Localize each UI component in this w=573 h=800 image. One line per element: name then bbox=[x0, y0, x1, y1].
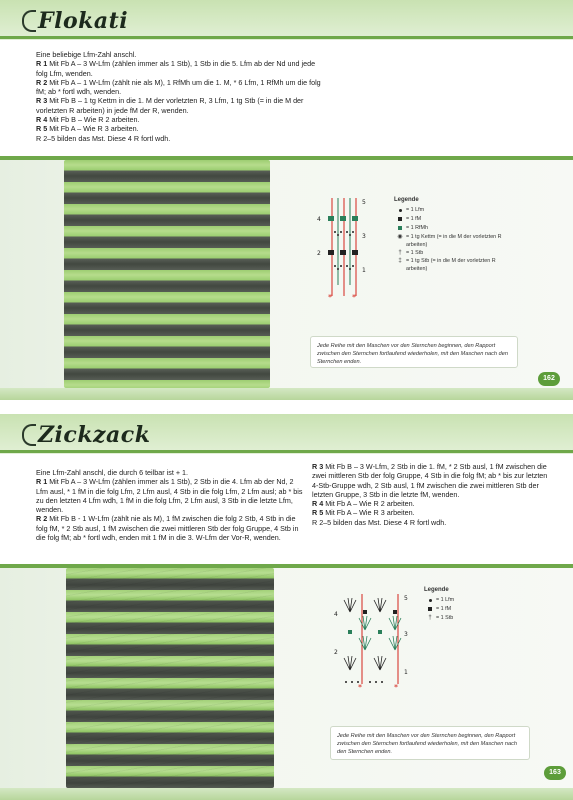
svg-text:3: 3 bbox=[404, 631, 408, 638]
legend-item: = 1 fM bbox=[394, 215, 504, 224]
zickzack-stitch-diagram bbox=[332, 590, 410, 690]
page-zickzack bbox=[0, 400, 573, 800]
legend-title: Legende bbox=[424, 587, 449, 593]
legend-item: = 1 RfMh bbox=[394, 224, 504, 233]
pattern-note: Jede Reihe mit den Maschen vor den Sternchen beginnen, den Rapport zwischen den Sternchen fortlaufend wiederholen, mit den Maschen nach den Sternchen enden. bbox=[310, 336, 518, 368]
page-footer bbox=[0, 388, 573, 400]
page-footer bbox=[0, 788, 573, 800]
legend-item: = 1 Lfm bbox=[394, 206, 504, 215]
instruction-line: R 5 Mit Fb A – Wie R 3 arbeiten. bbox=[36, 124, 139, 134]
instruction-line: R 2 Mit Fb A – 1 W-Lfm (zählt nie als M), 1 RfMh um die 1. M, * 6 Lfm, 1 RfMh um die folg fM; ab * fortl wdh, wenden. bbox=[36, 77, 321, 97]
long-double-crochet-icon: ‡ bbox=[398, 258, 402, 264]
chain-dot-icon bbox=[424, 596, 436, 605]
svg-text:5: 5 bbox=[362, 199, 366, 206]
double-crochet-icon: † bbox=[428, 615, 432, 621]
svg-text:2: 2 bbox=[317, 250, 321, 257]
legend-item: ◉ = 1 tg Kettm (= in die M der vorletzten R arbeiten) bbox=[394, 233, 504, 249]
title-ornament-icon bbox=[22, 424, 36, 446]
page-number-badge: 163 bbox=[544, 766, 566, 780]
header-rule bbox=[0, 450, 573, 453]
instruction-line: R 3 Mit Fb B – 1 tg Kettm in die 1. M der vorletzten R, 3 Lfm, 1 tg Stb (= in die M der vorletzten R arbeiten) in jede fM der R, wenden. bbox=[36, 96, 304, 115]
svg-text:3: 3 bbox=[362, 233, 366, 240]
pattern-note: Jede Reihe mit den Maschen vor den Sternchen beginnen, den Rapport zwischen den Sternchen fortlaufend wiederholen, mit den Maschen nach den Sternchen enden. bbox=[330, 726, 530, 760]
instructions-left bbox=[36, 468, 306, 542]
instruction-line: R 4 Mit Fb A – Wie R 2 arbeiten. bbox=[312, 499, 415, 509]
svg-text:*: * bbox=[394, 683, 398, 690]
single-crochet-icon bbox=[424, 605, 436, 614]
instruction-line: R 1 Mit Fb A – 3 W-Lfm (zählen immer als 1 Stb), 2 Stb in die 4. Lfm ab der Nd, 2 Lfm ausl, * 1 fM in die folg Lfm, 2 Lfm ausl, 4 Stb in die folg Lfm, 2 Lfm ausl; ab * bis zu den letzten 4 Lfm wdh, 1 fM in die folg Lfm, 2 Lfm ausl, 3 Stb in die letzte Lfm, wenden. bbox=[36, 477, 303, 515]
legend-title: Legende bbox=[394, 197, 419, 203]
zickzack-swatch-photo bbox=[66, 568, 274, 788]
page-title: Flokati bbox=[38, 8, 129, 34]
legend-item: † = 1 Stb bbox=[394, 249, 504, 257]
svg-text:2: 2 bbox=[334, 649, 338, 656]
page-title: Zickzack bbox=[38, 422, 151, 448]
legend-item: ‡ = 1 tg Stb (= in die M der vorletzten R arbeiten) bbox=[394, 257, 504, 273]
flokati-legend bbox=[394, 196, 504, 273]
legend-item: = 1 fM bbox=[424, 605, 504, 614]
svg-text:4: 4 bbox=[317, 216, 321, 223]
instruction-line: R 3 Mit Fb B – 3 W-Lfm, 2 Stb in die 1. fM, * 2 Stb ausl, 1 fM zwischen die zwei mittleren Stb der folg Gruppe, 4 Stb in die folg fM; ab * bis zur letzten 4-Stb-Gruppe wdh, 2 Stb ausl, 1 fM zwischen die zwei mittleren Stb der letzten Gruppe, 3 Stb in die letzte fM, wenden. bbox=[312, 462, 548, 499]
page-number-badge: 162 bbox=[538, 372, 560, 386]
legend-item: = 1 Lfm bbox=[424, 596, 504, 605]
back-post-icon bbox=[394, 224, 406, 233]
instruction-line: Eine Lfm-Zahl anschl, die durch 6 teilbar ist + 1. bbox=[36, 468, 189, 477]
single-crochet-icon bbox=[394, 215, 406, 224]
svg-text:1: 1 bbox=[404, 669, 408, 676]
instruction-line: Eine beliebige Lfm-Zahl anschl. bbox=[36, 50, 137, 59]
chain-dot-icon bbox=[394, 206, 406, 215]
instruction-line: R 2–5 bilden das Mst. Diese 4 R fortl wdh. bbox=[312, 517, 447, 527]
flokati-swatch-photo bbox=[64, 160, 270, 388]
svg-text:*: * bbox=[352, 293, 356, 302]
flokati-stitch-diagram bbox=[312, 190, 374, 302]
instruction-line: R 5 Mit Fb A – Wie R 3 arbeiten. bbox=[312, 508, 415, 518]
instruction-line: R 2–5 bilden das Mst. Diese 4 R fortl wdh. bbox=[36, 133, 171, 143]
header-rule bbox=[0, 36, 573, 39]
double-crochet-icon: † bbox=[398, 250, 402, 256]
svg-text:5: 5 bbox=[404, 595, 408, 602]
instruction-line: R 4 Mit Fb B – Wie R 2 arbeiten. bbox=[36, 115, 140, 125]
instruction-line: R 2 Mit Fb B - 1 W-Lfm (zählt nie als M), 1 fM zwischen die folg 2 Stb, 4 Stb in die folg fM, * 2 Stb ausl, 1 fM zwischen die zwei mittleren Stb der folg Gruppe, 4 Stb in die folg fM; ab * fortl wdh, enden mit 1 fM in die 3. W-Lfm der Vor-R, wenden. bbox=[36, 514, 299, 543]
instructions bbox=[36, 50, 326, 143]
legend-item: † = 1 Stb bbox=[424, 614, 504, 622]
zickzack-legend bbox=[424, 586, 504, 622]
title-ornament-icon bbox=[22, 10, 36, 32]
instruction-line: R 1 Mit Fb A – 3 W-Lfm (zählen immer als 1 Stb), 1 Stb in die 5. Lfm ab der Nd und jede folg Lfm, wenden. bbox=[36, 59, 316, 78]
instructions-right bbox=[312, 462, 548, 527]
svg-text:1: 1 bbox=[362, 267, 366, 274]
svg-text:*: * bbox=[328, 293, 332, 302]
svg-text:*: * bbox=[358, 683, 362, 690]
svg-text:4: 4 bbox=[334, 611, 338, 618]
slip-stitch-icon: ◉ bbox=[397, 234, 403, 240]
